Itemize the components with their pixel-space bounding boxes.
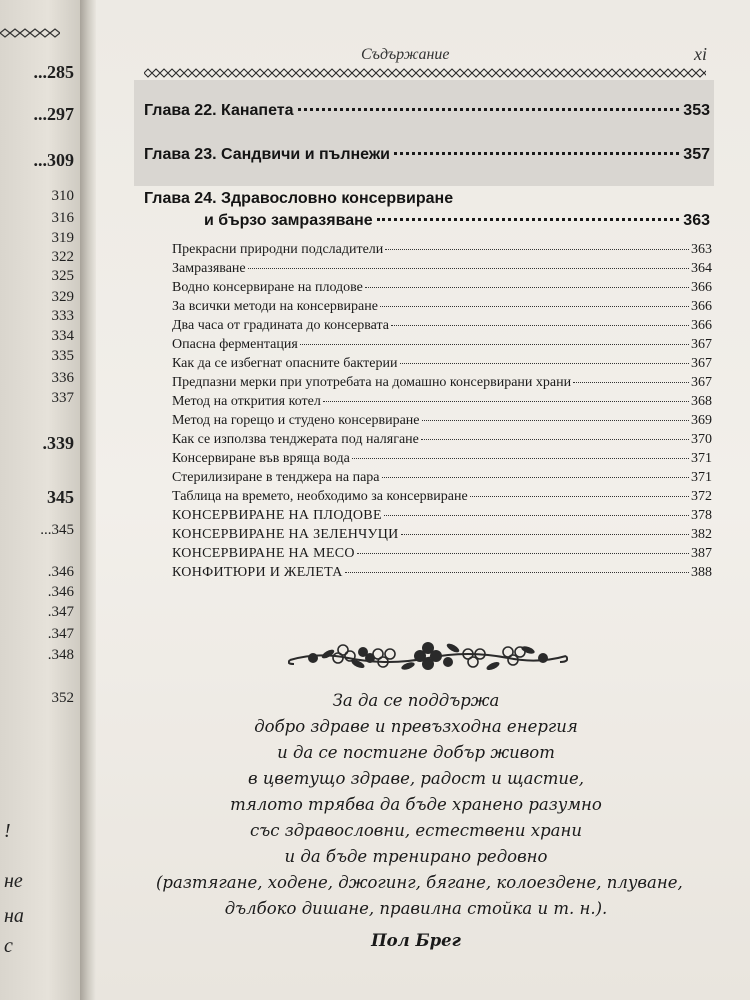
leader-dots	[573, 382, 689, 383]
running-head	[96, 44, 750, 68]
quote-line: със здравословни, естествени храни	[250, 821, 582, 840]
left-page-number: 335	[51, 348, 74, 364]
entry-title: Замразяване	[172, 261, 246, 276]
left-page-number: ...345	[40, 522, 74, 538]
entry-page: 367	[691, 356, 712, 371]
left-page-number: 310	[51, 188, 74, 204]
left-page-number: 334	[51, 328, 74, 344]
left-page-number: 325	[51, 268, 74, 284]
epigraph-quote	[156, 688, 683, 954]
book-gutter	[80, 0, 96, 1000]
entry-page: 382	[691, 527, 712, 542]
toc-entry[interactable]	[172, 242, 712, 261]
entry-page: 378	[691, 508, 712, 523]
quote-line: тялото трябва да бъде хранено разумно	[230, 795, 602, 814]
left-page-text-fragment: !	[4, 820, 11, 842]
chapter-24-entry[interactable]	[204, 212, 710, 240]
left-page-number: .347	[47, 604, 74, 620]
entry-page: 371	[691, 451, 712, 466]
entry-title: КОНСЕРВИРАНЕ НА ПЛОДОВЕ	[172, 508, 382, 523]
toc-entry[interactable]	[172, 337, 712, 356]
leader-dots	[298, 108, 680, 111]
toc-entry[interactable]	[172, 375, 712, 394]
entry-page: 363	[691, 242, 712, 257]
chapter-23-entry[interactable]	[144, 146, 710, 174]
left-page-text-fragment: на	[4, 905, 24, 927]
leader-dots	[422, 420, 689, 421]
entry-page: 388	[691, 565, 712, 580]
toc-entry[interactable]	[172, 318, 712, 337]
entry-title: Опасна ферментация	[172, 337, 298, 352]
quote-line: (разтягане, ходене, джогинг, бягане, колоездене, плуване,	[156, 873, 683, 892]
left-page-number: 337	[51, 390, 74, 406]
entry-page: 370	[691, 432, 712, 447]
left-page-number: ...297	[33, 104, 74, 124]
toc-entry[interactable]	[172, 527, 712, 546]
left-page-number: ...285	[33, 62, 74, 82]
toc-entry[interactable]	[172, 280, 712, 299]
entry-title: Предпазни мерки при употребата на домашно консервирани храни	[172, 375, 572, 390]
entry-page: 368	[691, 394, 712, 409]
leader-dots	[377, 218, 680, 221]
leader-dots	[352, 458, 689, 459]
chapter-title: Глава 23. Сандвичи и пълнежи	[144, 146, 391, 163]
running-head-title: Съдържание	[361, 46, 450, 63]
chapter-page: 363	[683, 212, 710, 229]
entry-title: КОНФИТЮРИ И ЖЕЛЕТА	[172, 565, 343, 580]
left-page-number: .346	[47, 584, 74, 600]
quote-line: дълбоко дишане, правилна стойка и т. н.).	[224, 899, 608, 918]
chapter-24-section-list	[172, 242, 712, 584]
leader-dots	[401, 534, 689, 535]
entry-title: За всички методи на консервиране	[172, 299, 378, 314]
chapter-page: 357	[683, 146, 710, 163]
chapter-24-title-line1[interactable]: Глава 24. Здравословно консервиране	[144, 190, 454, 207]
entry-title: Метод на горещо и студено консервиране	[172, 413, 420, 428]
chapter-22-entry[interactable]	[144, 102, 710, 130]
toc-entry[interactable]	[172, 565, 712, 584]
entry-page: 367	[691, 375, 712, 390]
toc-entry[interactable]	[172, 451, 712, 470]
entry-page: 369	[691, 413, 712, 428]
entry-page: 366	[691, 318, 712, 333]
toc-page	[96, 0, 750, 1000]
toc-entry[interactable]	[172, 470, 712, 489]
leader-dots	[323, 401, 689, 402]
toc-entry[interactable]	[172, 356, 712, 375]
entry-title: Стерилизиране в тенджера на пара	[172, 470, 380, 485]
entry-title: КОНСЕРВИРАНЕ НА ЗЕЛЕНЧУЦИ	[172, 527, 399, 542]
entry-title: Метод на открития котел	[172, 394, 321, 409]
quote-author: Пол Брег	[371, 931, 461, 950]
left-page-number: 319	[51, 230, 74, 246]
diamond-ornament-left	[0, 28, 60, 38]
left-page-number: 336	[51, 370, 74, 386]
entry-page: 366	[691, 299, 712, 314]
leader-dots	[382, 477, 690, 478]
toc-entry[interactable]	[172, 413, 712, 432]
toc-entry[interactable]	[172, 261, 712, 280]
left-page-number: 333	[51, 308, 74, 324]
left-page-number: 316	[51, 210, 74, 226]
entry-title: Консервиране във вряща вода	[172, 451, 350, 466]
toc-entry[interactable]	[172, 508, 712, 527]
chapter-page: 353	[683, 102, 710, 119]
leader-dots	[300, 344, 689, 345]
entry-title: Как се използва тенджерата под налягане	[172, 432, 419, 447]
quote-line: За да се поддържа	[332, 691, 500, 710]
left-page-number: .348	[47, 647, 74, 663]
toc-entry[interactable]	[172, 394, 712, 413]
entry-page: 366	[691, 280, 712, 295]
leader-dots	[357, 553, 689, 554]
entry-title: Прекрасни природни подсладители	[172, 242, 384, 257]
left-page-number: 352	[51, 690, 74, 706]
left-page-text-fragment: не	[4, 870, 23, 892]
diamond-ornament-rule	[144, 68, 706, 78]
quote-line: и да се постигне добър живот	[277, 743, 555, 762]
toc-entry[interactable]	[172, 546, 712, 565]
entry-page: 387	[691, 546, 712, 561]
leader-dots	[470, 496, 689, 497]
leader-dots	[421, 439, 689, 440]
leader-dots	[394, 152, 679, 155]
quote-line: и да бъде тренирано редовно	[284, 847, 548, 866]
entry-page: 367	[691, 337, 712, 352]
entry-page: 364	[691, 261, 712, 276]
leader-dots	[391, 325, 689, 326]
left-page-number: .339	[42, 433, 74, 453]
left-page-edge	[0, 0, 80, 1000]
leader-dots	[365, 287, 689, 288]
entry-title: КОНСЕРВИРАНЕ НА МЕСО	[172, 546, 355, 561]
page-number: xi	[694, 44, 707, 64]
leader-dots	[380, 306, 689, 307]
entry-title: Как да се избегнат опасните бактерии	[172, 356, 398, 371]
toc-entry[interactable]	[172, 432, 712, 451]
entry-page: 372	[691, 489, 712, 504]
leader-dots	[400, 363, 690, 364]
quote-line: добро здраве и превъзходна енергия	[254, 717, 578, 736]
left-page-number: 329	[51, 289, 74, 305]
left-page-number: 322	[51, 249, 74, 265]
left-page-number: 345	[47, 487, 74, 507]
toc-entry[interactable]	[172, 489, 712, 508]
leader-dots	[345, 572, 689, 573]
flower-vine-ornament	[288, 634, 568, 680]
leader-dots	[385, 249, 689, 250]
left-page-number: .347	[47, 626, 74, 642]
entry-title: Два часа от градината до консервата	[172, 318, 389, 333]
quote-line: в цветущо здраве, радост и щастие,	[247, 769, 585, 788]
leader-dots	[384, 515, 689, 516]
leader-dots	[248, 268, 689, 269]
toc-entry[interactable]	[172, 299, 712, 318]
chapter-title-line2: и бързо замразяване	[204, 212, 373, 229]
chapter-title: Глава 22. Канапета	[144, 102, 294, 119]
entry-title: Водно консервиране на плодове	[172, 280, 363, 295]
entry-page: 371	[691, 470, 712, 485]
left-page-number: .346	[47, 564, 74, 580]
entry-title: Таблица на времето, необходимо за консервиране	[172, 489, 468, 504]
left-page-number: ...309	[33, 150, 74, 170]
left-page-text-fragment: с	[4, 935, 13, 957]
